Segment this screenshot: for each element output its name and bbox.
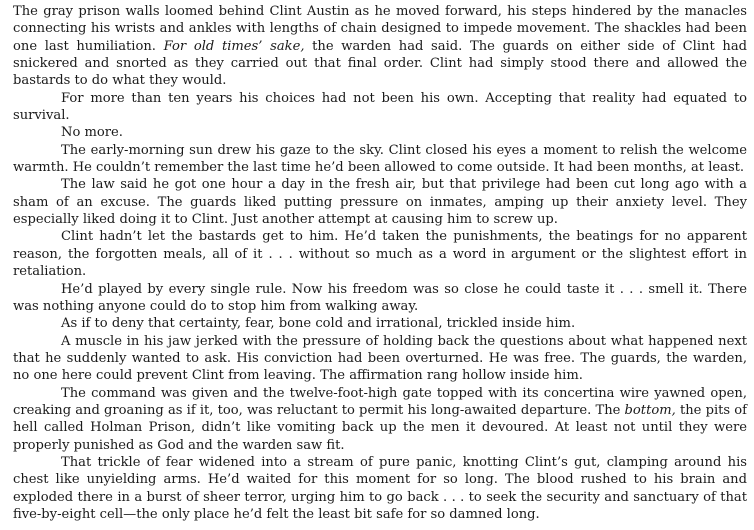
paragraph-10: The command was given and the twelve-foot-high gate topped with its concertina wire yawned open, creaking and groaning as if it, too, was reluctant to permit his long-awaited departure. The bottom, the pits of hell called Holman Prison, didn’t like vomiting back up the men it devoured. At least not until they were properly punished as God and the warden saw fit. bbox=[13, 385, 748, 453]
paragraph-8: As if to deny that certainty, fear, bone cold and irrational, trickled inside him. bbox=[61, 316, 576, 332]
paragraph-1: The gray prison walls loomed behind Clint Austin as he moved forward, his steps hindered by the manacles connecting his wrists and ankles with lengths of chain designed to impede movement. The shackles had been one last humiliation. For old times’ sake, the warden had said. The guards on either side of Clint had snickered and snorted as they carried out that final order. Clint had simply stood there and allowed the bastards to do what they would. bbox=[13, 4, 748, 89]
paragraph-9: A muscle in his jaw jerked with the pressure of holding back the questions about what happened next that he suddenly wanted to ask. His conviction had been overturned. He was free. The guards, the warden, no one here could prevent Clint from leaving. The affirmation rang hollow inside him. bbox=[13, 333, 747, 384]
paragraph-11: That trickle of fear widened into a stream of pure panic, knotting Clint’s gut, clamping around his chest like unyielding arms. He’d waited for this moment for so long. The blood rushed to his brain and exploded there in a burst of sheer terror, urging him to go back . . . to seek the security and sanctuary of that five-by-eight cell—the only place he’d felt the least bit safe for so damned long. bbox=[13, 454, 747, 522]
paragraph-6: Clint hadn’t let the bastards get to him. He’d taken the punishments, the beatings for no apparent reason, the forgotten meals, all of it . . . without so much as a word in argument or the slightest effort in retaliation. bbox=[13, 229, 747, 280]
paragraph-3: No more. bbox=[61, 125, 123, 141]
paragraph-5: The law said he got one hour a day in the fresh air, but that privilege had been cut long ago with a sham of an excuse. The guards liked putting pressure on inmates, amping up their anxiety level. They especially liked doing it to Clint. Just another attempt at causing him to screw up. bbox=[13, 177, 747, 228]
paragraph-7: He’d played by every single rule. Now his freedom was so close he could taste it . . . smell it. There was nothing anyone could do to stop him from walking away. bbox=[13, 281, 747, 314]
paragraph-4: The early-morning sun drew his gaze to the sky. Clint closed his eyes a moment to relish the welcome warmth. He couldn’t remember the last time he’d been allowed to come outside. It had been months, at least. bbox=[13, 142, 747, 176]
paragraph-2: For more than ten years his choices had not been his own. Accepting that reality had equated to survival. bbox=[13, 90, 747, 124]
